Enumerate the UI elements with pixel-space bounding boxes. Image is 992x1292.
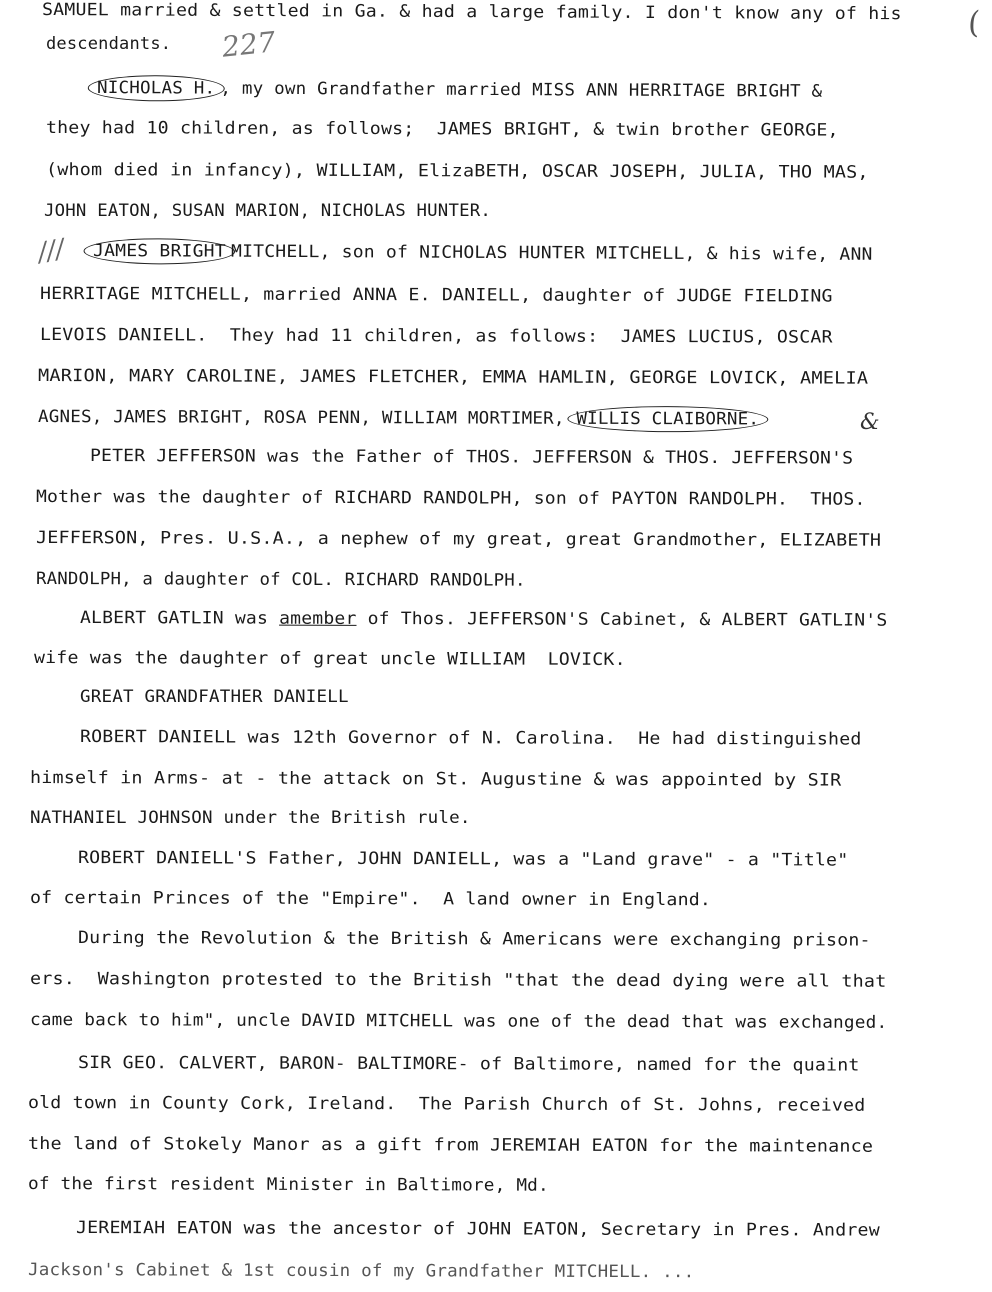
text-line: JOHN EATON, SUSAN MARION, NICHOLAS HUNTER. bbox=[44, 201, 492, 221]
handwritten-willis-mark: & bbox=[860, 410, 880, 435]
circled-name: JAMES BRIGHT bbox=[83, 238, 235, 265]
text-line: ROBERT DANIELL'S Father, JOHN DANIELL, was a "Land grave" - a "Title" bbox=[77, 848, 849, 871]
text-line: ALBERT GATLIN was amember of Thos. JEFFERSON'S Cabinet, & ALBERT GATLIN'S bbox=[79, 608, 888, 631]
handwritten-left-tick: /// bbox=[35, 233, 67, 269]
text-line: LEVOIS DANIELL. They had 11 children, as follows: JAMES LUCIUS, OSCAR bbox=[39, 325, 833, 348]
circled-name: WILLIS CLAIBORNE. bbox=[567, 406, 768, 433]
section-heading: GREAT GRANDFATHER DANIELL bbox=[80, 687, 349, 707]
text-line: ers. Washington protested to the British "that the dead dying were all that bbox=[29, 969, 887, 992]
text-line: SAMUEL married & settled in Ga. & had a large family. I don't know any of his bbox=[41, 0, 902, 25]
text-line: descendants. bbox=[46, 34, 172, 54]
text-line: ROBERT DANIELL was 12th Governor of N. Carolina. He had distinguished bbox=[79, 727, 862, 750]
text-line: PETER JEFFERSON was the Father of THOS. JEFFERSON & THOS. JEFFERSON'S bbox=[89, 446, 854, 469]
text-line: MARION, MARY CAROLINE, JAMES FLETCHER, EMMA HAMLIN, GEORGE LOVICK, AMELIA bbox=[37, 366, 869, 389]
text-line: NATHANIEL JOHNSON under the British rule. bbox=[30, 808, 471, 828]
text-line: of certain Princes of the "Empire". A land owner in England. bbox=[29, 888, 712, 911]
text-line-cut-off: Jackson's Cabinet & 1st cousin of my Grandfather MITCHELL. ... bbox=[27, 1260, 695, 1283]
text-line: RANDOLPH, a daughter of COL. RICHARD RANDOLPH. bbox=[35, 569, 526, 591]
handwritten-page-number: 227 bbox=[220, 25, 278, 64]
text-line: (whom died in infancy), WILLIAM, ElizaBETH, OSCAR JOSEPH, JULIA, THO MAS, bbox=[45, 160, 869, 183]
text-line: JEREMIAH EATON was the ancestor of JOHN EATON, Secretary in Pres. Andrew bbox=[75, 1218, 880, 1241]
text-line: JEFFERSON, Pres. U.S.A., a nephew of my great, great Grandmother, ELIZABETH bbox=[35, 528, 882, 551]
text-line: came back to him", uncle DAVID MITCHELL was one of the dead that was exchanged. bbox=[29, 1010, 888, 1033]
text-line: Mother was the daughter of RICHARD RANDOLPH, son of PAYTON RANDOLPH. THOS. bbox=[35, 487, 866, 510]
text-line: they had 10 children, as follows; JAMES BRIGHT, & twin brother GEORGE, bbox=[45, 118, 839, 141]
text-line: NICHOLAS H. , my own Grandfather married MISS ANN HERRITAGE BRIGHT & bbox=[96, 78, 822, 102]
circled-name: NICHOLAS H. bbox=[88, 75, 225, 102]
underlined-word: amember bbox=[279, 608, 357, 629]
text-line: old town in County Cork, Ireland. The Parish Church of St. Johns, received bbox=[27, 1093, 866, 1116]
text-line: HERRITAGE MITCHELL, married ANNA E. DANIELL, daughter of JUDGE FIELDING bbox=[39, 284, 833, 307]
text-line: himself in Arms- at - the attack on St. Augustine & was appointed by SIR bbox=[29, 768, 842, 791]
text-line: JAMES BRIGHT MITCHELL, son of NICHOLAS HUNTER MITCHELL, & his wife, ANN bbox=[92, 241, 873, 265]
text-line: the land of Stokely Manor as a gift from JEREMIAH EATON for the maintenance bbox=[27, 1134, 874, 1157]
text-line: SIR GEO. CALVERT, BARON- BALTIMORE- of Baltimore, named for the quaint bbox=[77, 1053, 860, 1076]
text-line: During the Revolution & the British & Americans were exchanging prison- bbox=[77, 928, 871, 951]
text-line: wife was the daughter of great uncle WILLIAM LOVICK. bbox=[33, 648, 626, 670]
text-line: of the first resident Minister in Baltimore, Md. bbox=[27, 1174, 549, 1196]
text-line: AGNES, JAMES BRIGHT, ROSA PENN, WILLIAM MORTIMER, WILLIS CLAIBORNE. bbox=[38, 407, 764, 429]
handwritten-corner-mark: ( bbox=[965, 5, 983, 42]
